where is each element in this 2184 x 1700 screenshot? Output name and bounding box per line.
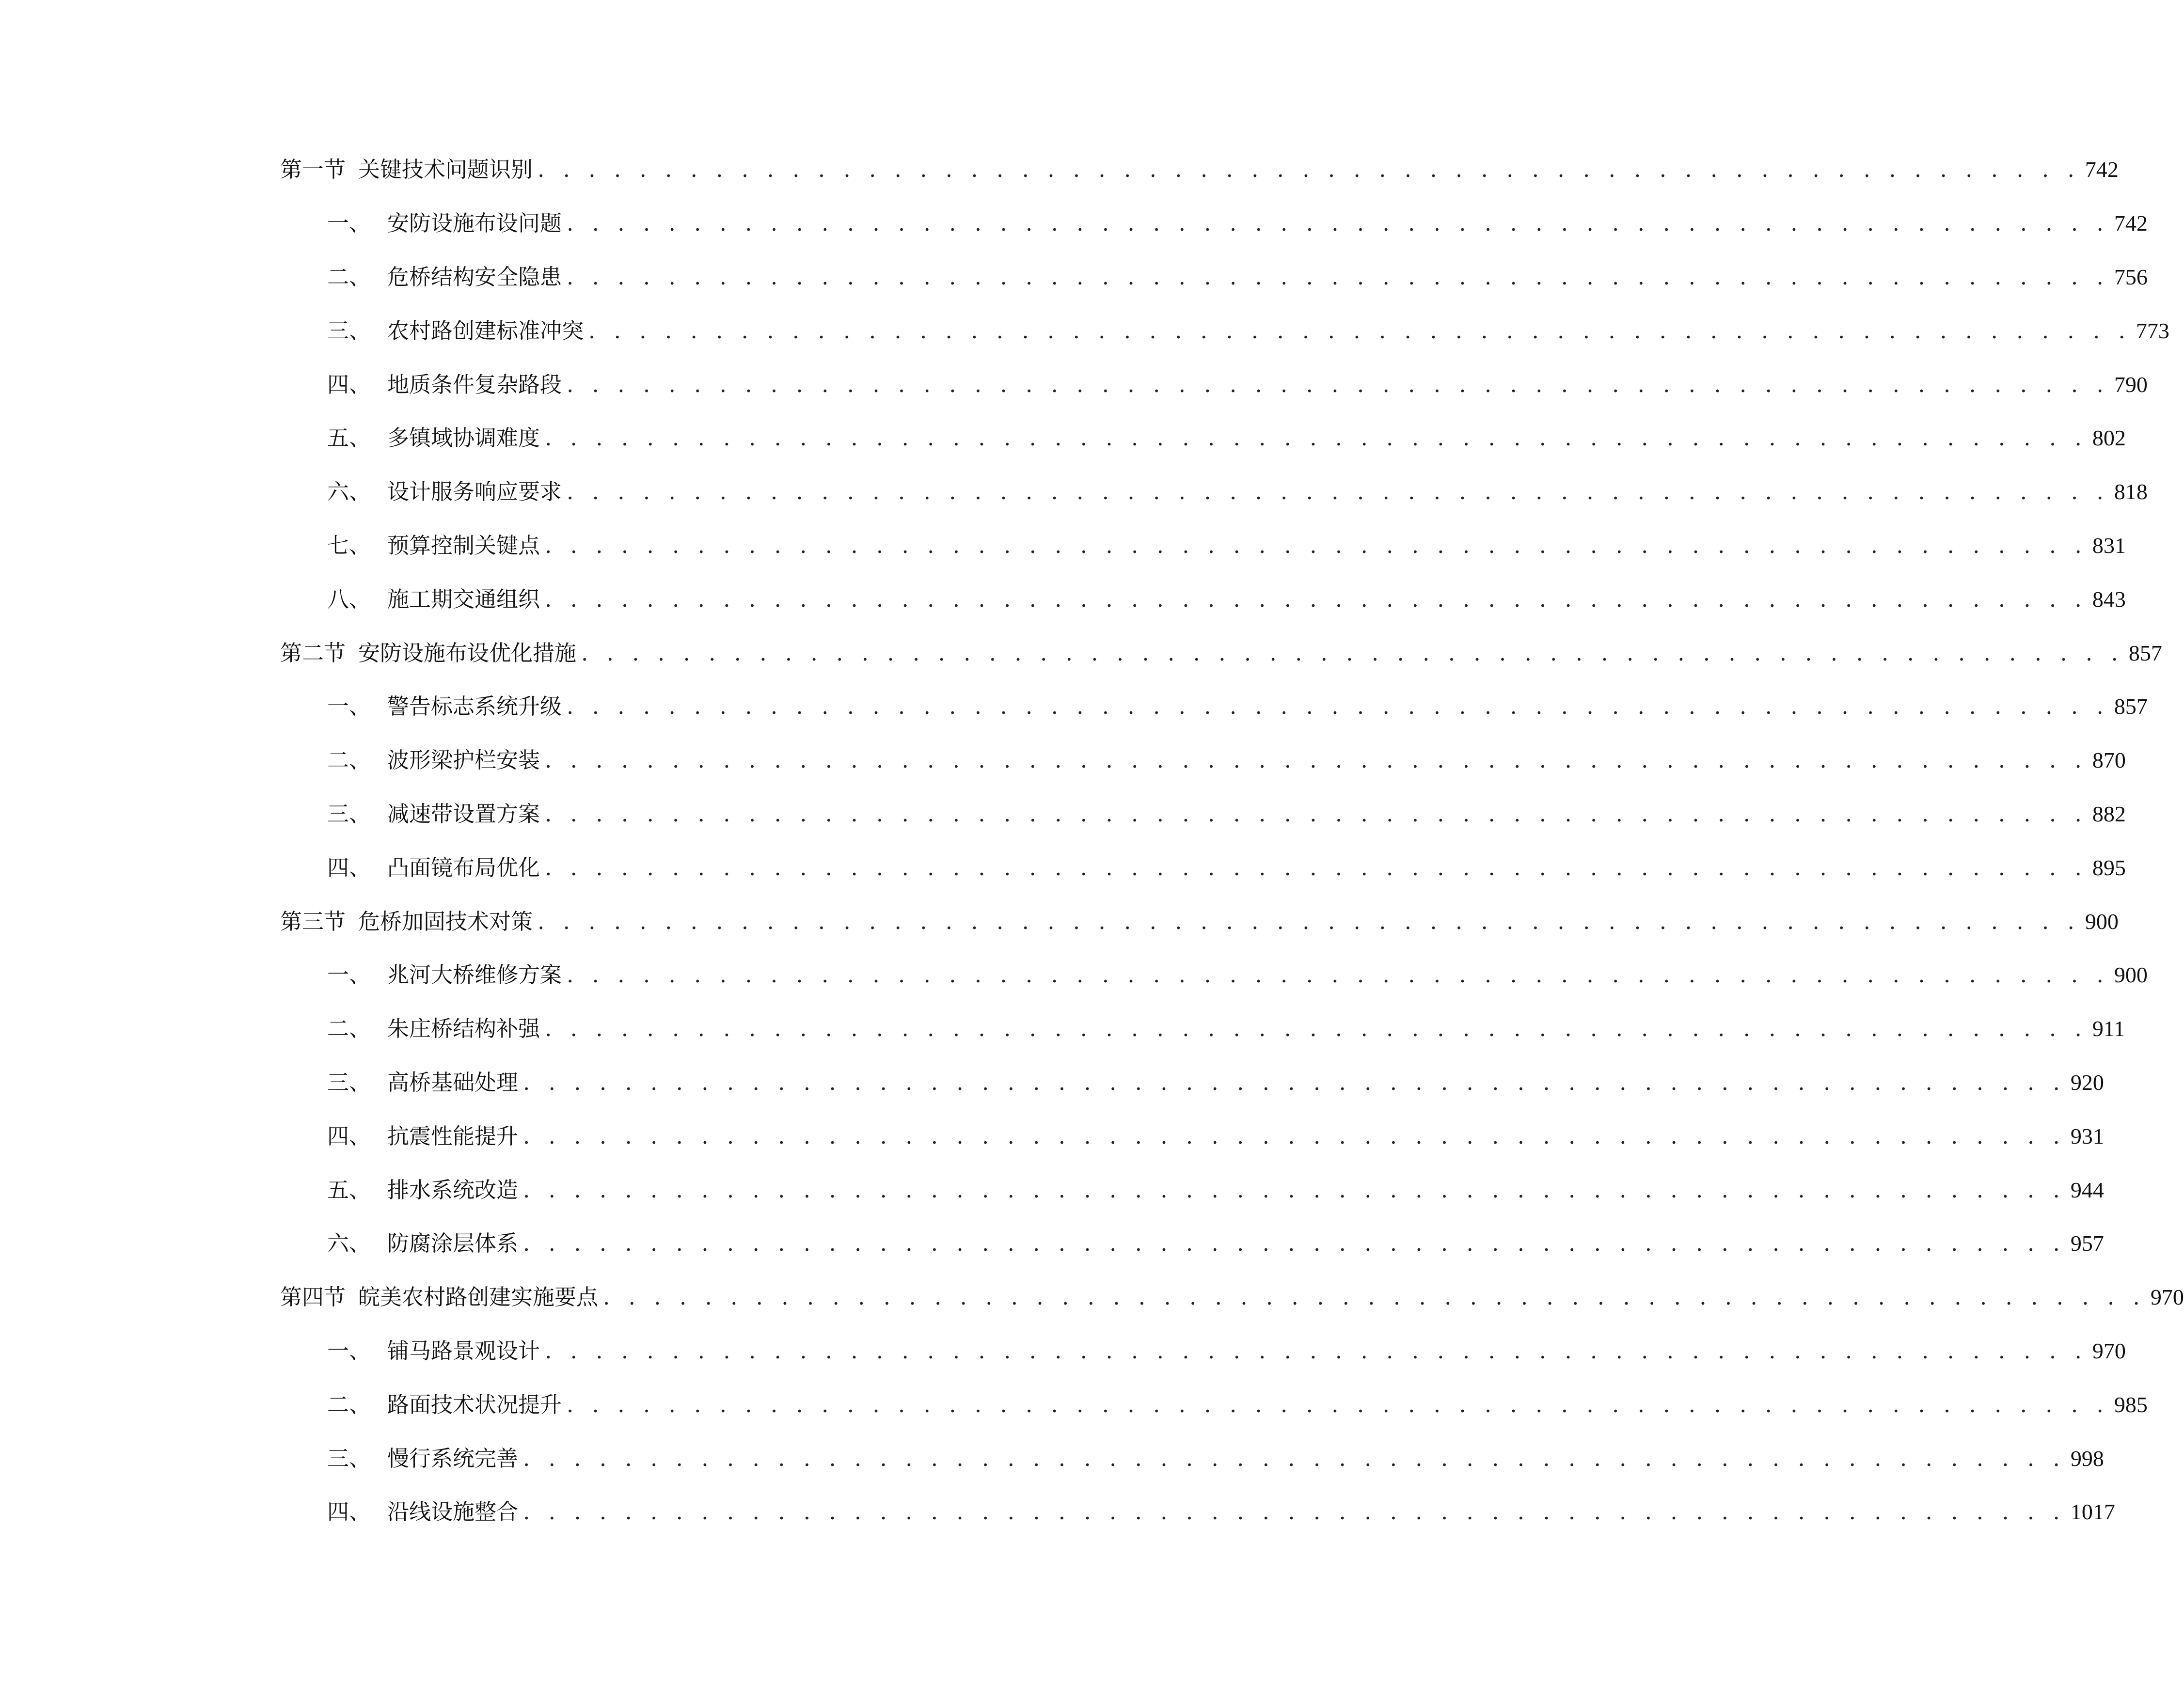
page-number: 931: [2070, 1124, 2104, 1149]
dot-leader: . . . . . . . . . . . . . . . . . . . . . . . . . . . . . . . . . . . . . . . . . . . . . . . . . . . . . . . . . . . . .: [545, 747, 2088, 773]
entry-title: 多镇域协调难度: [387, 425, 540, 451]
dot-leader: . . . . . . . . . . . . . . . . . . . . . . . . . . . . . . . . . . . . . . . . . . . . . . . . . . . . . . . . . . . . .: [567, 962, 2109, 988]
toc-item-entry[interactable]: [327, 795, 2126, 834]
entry-title: 铺马路景观设计: [387, 1338, 540, 1364]
item-number: 三、: [327, 1446, 371, 1471]
entry-title: 减速带设置方案: [387, 801, 540, 827]
toc-item-entry[interactable]: [327, 1171, 2104, 1210]
dot-leader: . . . . . . . . . . . . . . . . . . . . . . . . . . . . . . . . . . . . . . . . . . . . . . . . . . . . . . . . . . . . .: [545, 801, 2088, 827]
dot-leader: . . . . . . . . . . . . . . . . . . . . . . . . . . . . . . . . . . . . . . . . . . . . . . . . . . . . . . . . . . . . .: [567, 479, 2109, 504]
toc-item-entry[interactable]: [327, 580, 2126, 619]
entry-title: 关键技术问题识别: [358, 157, 533, 182]
page-number: 843: [2092, 587, 2126, 612]
entry-title: 排水系统改造: [387, 1177, 519, 1203]
page-number: 742: [2114, 211, 2148, 236]
page-number: 857: [2114, 694, 2148, 719]
toc-section-entry[interactable]: [280, 902, 2119, 941]
item-number: 七、: [327, 533, 371, 558]
item-number: 三、: [327, 801, 371, 827]
entry-title: 高桥基础处理: [387, 1070, 519, 1095]
entry-title: 警告标志系统升级: [387, 693, 562, 719]
dot-leader: . . . . . . . . . . . . . . . . . . . . . . . . . . . . . . . . . . . . . . . . . . . . . . . . . . . . . . . . . . . . .: [545, 855, 2088, 881]
entry-title: 波形梁护栏安装: [387, 747, 540, 773]
page-number: 985: [2114, 1392, 2148, 1417]
page-number: 1017: [2070, 1499, 2115, 1524]
page-number: 870: [2092, 748, 2126, 772]
toc-section-entry[interactable]: [280, 150, 2119, 189]
toc-item-entry[interactable]: [327, 1224, 2104, 1263]
item-number: 二、: [327, 264, 371, 290]
page-number: 970: [2150, 1285, 2184, 1309]
entry-title: 设计服务响应要求: [387, 479, 562, 504]
dot-leader: . . . . . . . . . . . . . . . . . . . . . . . . . . . . . . . . . . . . . . . . . . . . . . . . . . . . . . . . . . . . .: [545, 425, 2088, 451]
page-number: 882: [2092, 802, 2126, 826]
toc-item-entry[interactable]: [327, 1385, 2148, 1424]
toc-section-entry[interactable]: [280, 1278, 2184, 1317]
entry-title: 防腐涂层体系: [387, 1230, 519, 1256]
page-number: 911: [2092, 1016, 2125, 1041]
item-number: 六、: [327, 479, 371, 504]
page-number: 773: [2136, 318, 2169, 343]
toc-item-entry[interactable]: [327, 956, 2148, 994]
page-number: 818: [2114, 479, 2148, 504]
page-number: 756: [2114, 265, 2148, 289]
page-number: 802: [2092, 425, 2126, 450]
entry-title: 抗震性能提升: [387, 1123, 519, 1149]
dot-leader: . . . . . . . . . . . . . . . . . . . . . . . . . . . . . . . . . . . . . . . . . . . . . . . . . . . . . . . . . . . . .: [523, 1446, 2066, 1471]
item-number: 一、: [327, 210, 371, 236]
page-number: 790: [2114, 372, 2148, 397]
toc-item-entry[interactable]: [327, 1332, 2126, 1370]
dot-leader: . . . . . . . . . . . . . . . . . . . . . . . . . . . . . . . . . . . . . . . . . . . . . . . . . . . . . . . . . . . . .: [567, 264, 2109, 290]
page-number: 998: [2070, 1446, 2104, 1471]
toc-item-entry[interactable]: [327, 741, 2126, 780]
dot-leader: . . . . . . . . . . . . . . . . . . . . . . . . . . . . . . . . . . . . . . . . . . . . . . . . . . . . . . . . . . . . .: [538, 157, 2080, 182]
toc-item-entry[interactable]: [327, 526, 2126, 565]
dot-leader: . . . . . . . . . . . . . . . . . . . . . . . . . . . . . . . . . . . . . . . . . . . . . . . . . . . . . . . . . . . . .: [545, 1338, 2088, 1364]
dot-leader: . . . . . . . . . . . . . . . . . . . . . . . . . . . . . . . . . . . . . . . . . . . . . . . . . . . . . . . . . . . . .: [523, 1123, 2066, 1149]
toc-item-entry[interactable]: [327, 1009, 2125, 1048]
page-number: 900: [2114, 962, 2148, 987]
entry-title: 路面技术状况提升: [387, 1392, 562, 1417]
toc-item-entry[interactable]: [327, 1063, 2104, 1102]
toc-item-entry[interactable]: [327, 849, 2126, 887]
entry-title: 预算控制关键点: [387, 533, 540, 558]
item-number: 一、: [327, 962, 371, 988]
item-number: 二、: [327, 1016, 371, 1041]
page-number: 895: [2092, 855, 2126, 880]
page-number: 831: [2092, 533, 2126, 558]
toc-item-entry[interactable]: [327, 472, 2148, 511]
entry-title: 危桥加固技术对策: [358, 909, 533, 934]
item-number: 三、: [327, 318, 371, 344]
item-number: 二、: [327, 747, 371, 773]
entry-title: 农村路创建标准冲突: [387, 318, 584, 344]
toc-item-entry[interactable]: [327, 1117, 2104, 1156]
entry-title: 地质条件复杂路段: [387, 372, 562, 397]
dot-leader: . . . . . . . . . . . . . . . . . . . . . . . . . . . . . . . . . . . . . . . . . . . . . . . . . . . . . . . . . . . . .: [567, 372, 2109, 397]
item-number: 一、: [327, 1338, 371, 1364]
page-number: 957: [2070, 1231, 2104, 1256]
item-number: 五、: [327, 1177, 371, 1203]
dot-leader: . . . . . . . . . . . . . . . . . . . . . . . . . . . . . . . . . . . . . . . . . . . . . . . . . . . . . . . . . . . . .: [588, 318, 2131, 344]
entry-title: 安防设施布设问题: [387, 210, 562, 236]
entry-title: 朱庄桥结构补强: [387, 1016, 540, 1041]
toc-section-entry[interactable]: [280, 634, 2162, 673]
dot-leader: . . . . . . . . . . . . . . . . . . . . . . . . . . . . . . . . . . . . . . . . . . . . . . . . . . . . . . . . . . . . .: [567, 210, 2109, 236]
item-number: 六、: [327, 1230, 371, 1256]
item-number: 三、: [327, 1070, 371, 1095]
toc-item-entry[interactable]: [327, 365, 2148, 404]
section-number: 第四节: [280, 1284, 346, 1310]
page-number: 857: [2128, 641, 2162, 665]
item-number: 四、: [327, 1499, 371, 1525]
section-number: 第一节: [280, 157, 346, 182]
entry-title: 慢行系统完善: [387, 1446, 519, 1471]
dot-leader: . . . . . . . . . . . . . . . . . . . . . . . . . . . . . . . . . . . . . . . . . . . . . . . . . . . . . . . . . . . . .: [523, 1230, 2066, 1256]
dot-leader: . . . . . . . . . . . . . . . . . . . . . . . . . . . . . . . . . . . . . . . . . . . . . . . . . . . . . . . . . . . . .: [603, 1284, 2146, 1310]
dot-leader: . . . . . . . . . . . . . . . . . . . . . . . . . . . . . . . . . . . . . . . . . . . . . . . . . . . . . . . . . . . . .: [545, 586, 2088, 612]
page-number: 742: [2085, 157, 2119, 182]
dot-leader: . . . . . . . . . . . . . . . . . . . . . . . . . . . . . . . . . . . . . . . . . . . . . . . . . . . . . . . . . . . . .: [545, 533, 2088, 558]
entry-title: 安防设施布设优化措施: [358, 640, 577, 666]
dot-leader: . . . . . . . . . . . . . . . . . . . . . . . . . . . . . . . . . . . . . . . . . . . . . . . . . . . . . . . . . . . . .: [523, 1177, 2066, 1203]
item-number: 二、: [327, 1392, 371, 1417]
page-number: 900: [2085, 909, 2119, 934]
toc-item-entry[interactable]: [327, 312, 2169, 350]
section-number: 第三节: [280, 909, 346, 934]
item-number: 八、: [327, 586, 371, 612]
item-number: 四、: [327, 1123, 371, 1149]
entry-title: 危桥结构安全隐患: [387, 264, 562, 290]
entry-title: 沿线设施整合: [387, 1499, 519, 1525]
dot-leader: . . . . . . . . . . . . . . . . . . . . . . . . . . . . . . . . . . . . . . . . . . . . . . . . . . . . . . . . . . . . .: [567, 1392, 2109, 1417]
item-number: 四、: [327, 372, 371, 397]
dot-leader: . . . . . . . . . . . . . . . . . . . . . . . . . . . . . . . . . . . . . . . . . . . . . . . . . . . . . . . . . . . . .: [567, 693, 2109, 719]
item-number: 五、: [327, 425, 371, 451]
dot-leader: . . . . . . . . . . . . . . . . . . . . . . . . . . . . . . . . . . . . . . . . . . . . . . . . . . . . . . . . . . . . .: [523, 1070, 2066, 1095]
page-number: 970: [2092, 1338, 2126, 1363]
page-number: 944: [2070, 1178, 2104, 1202]
toc-item-entry[interactable]: [327, 1439, 2104, 1478]
entry-title: 兆河大桥维修方案: [387, 962, 562, 988]
toc-item-entry[interactable]: [327, 204, 2148, 243]
toc-item-entry[interactable]: [327, 687, 2148, 726]
page-number: 920: [2070, 1070, 2104, 1095]
dot-leader: . . . . . . . . . . . . . . . . . . . . . . . . . . . . . . . . . . . . . . . . . . . . . . . . . . . . . . . . . . . . .: [581, 640, 2124, 666]
section-number: 第二节: [280, 640, 346, 666]
toc-item-entry[interactable]: [327, 419, 2126, 457]
item-number: 四、: [327, 855, 371, 881]
toc-item-entry[interactable]: [327, 1493, 2115, 1531]
toc-item-entry[interactable]: [327, 258, 2148, 297]
dot-leader: . . . . . . . . . . . . . . . . . . . . . . . . . . . . . . . . . . . . . . . . . . . . . . . . . . . . . . . . . . . . .: [545, 1016, 2088, 1041]
item-number: 一、: [327, 693, 371, 719]
entry-title: 皖美农村路创建实施要点: [358, 1284, 599, 1310]
dot-leader: . . . . . . . . . . . . . . . . . . . . . . . . . . . . . . . . . . . . . . . . . . . . . . . . . . . . . . . . . . . . .: [538, 909, 2080, 934]
entry-title: 凸面镜布局优化: [387, 855, 540, 881]
dot-leader: . . . . . . . . . . . . . . . . . . . . . . . . . . . . . . . . . . . . . . . . . . . . . . . . . . . . . . . . . . . . .: [523, 1499, 2066, 1525]
entry-title: 施工期交通组织: [387, 586, 540, 612]
